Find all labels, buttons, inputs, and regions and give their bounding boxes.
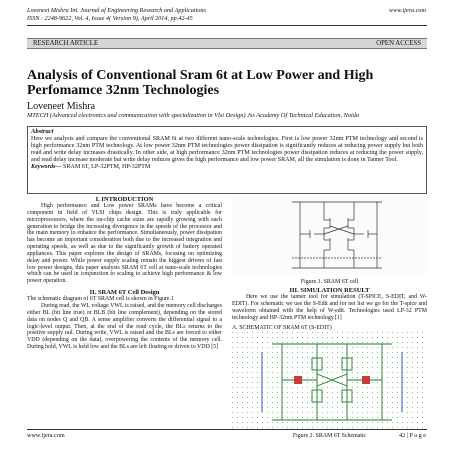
section-simulation-heading: III. SIMULATION RESULT <box>289 287 370 294</box>
footer-website[interactable]: www.ijera.com <box>27 432 65 439</box>
figure-sram-6t-cell <box>232 196 427 274</box>
author-name: Loveneet Mishra <box>27 101 96 112</box>
journal-line1: Loveneet Mishra Int. Journal of Engineering Research and Applications <box>27 7 206 14</box>
journal-line2: ISSN : 2248-9622, Vol. 4, Issue 4( Version 9), April 2014, pp.42-45 <box>27 14 193 22</box>
figure-sram-6t-schematic <box>232 332 427 432</box>
section-introduction-heading: I. INTRODUCTION <box>95 196 154 203</box>
introduction-text: High performance and Low power SRAMs have become a critical component in field of VLSI chips design. This is truly applicable for microprocessors, where the on-chip cache sizes are rapidly growing with each generation to bridge the increasing divergence in the speeds of the processor and the main memory to enhance the performance. Simultaneously, power dissipation has become an important consideration both due to the increased integration and operating speeds, as well as due to the significantly growth of battery operated appliances. This paper explores the design of SRAMs, focusing on optimizing delay and power. While power supply scaling remain the biggest drivers of fast low power designs, this paper analysis SRAM 6T cell at nano-scale technologies which can be used in conjunction to scaling to achieve high performance & low power operation. <box>27 203 222 285</box>
footer-page-number: 42 | P a g e <box>399 432 426 439</box>
banner-open-access: OPEN ACCESS <box>376 40 421 47</box>
simulation-text: Here we use the tanner tool for simulation (T-SPICE, S-EDIT, and W-EDIT). For schematic we use the S-Edit and for net list we go for the T-spice and waveform obtained with the help of W-edit. Technologies used LP-32 PTM technology and HP-32nm PTM technology.[1] <box>232 294 427 321</box>
cell-design-intro: The schematic diagram of 6T SRAM cell is shown in Figure.1 <box>27 296 174 303</box>
keywords-label: Keywords— <box>31 163 62 170</box>
paper-title: Analysis of Conventional Sram 6t at Low Power and High Perfomamce 32nm Technologies <box>27 68 374 98</box>
abstract-box <box>27 126 427 194</box>
section-cell-design-heading: II. SRAM 6T Cell Design <box>89 289 160 297</box>
abstract-text: Here we analysis and compare the conventional SRAM 6t at two different nano-scale technologies. First is low power 32nm PTM technology and second is high performance 32nm PTM technology. At low power 32nm PTM technologies power dissipation is significantly reduces at reducing power supply but both read and write delay increases drastically. In other side, at high performance 32nm PTM technologies power dissipation reduces at reducing the power supply, and read delay increase moderate but write delay reduces gives the high performance and low power SRAM, all the simulation is done in Tanner Tool. <box>31 136 423 163</box>
journal-header <box>27 7 357 22</box>
article-banner <box>27 38 427 49</box>
figure1-caption: Figure.1. SRAM 6T cell <box>300 279 359 285</box>
journal-website[interactable]: www.ijera.com <box>388 7 426 14</box>
keywords-line <box>31 164 423 171</box>
schematic-subheading: A. SCHEMATIC OF SRAM 6T (S-EDIT) <box>232 325 332 332</box>
author-affiliation: MTECH (Advanced electronics and communication with specialization in Vlsi Design) Jss Academy Of Technical Education, Noida <box>27 112 360 119</box>
banner-research-article: RESEARCH ARTICLE <box>33 40 99 47</box>
abstract-heading: Abstract <box>31 128 54 135</box>
cell-design-text: During read, the WL voltage VWL is raised, and the memory cell discharges either BL (bit line true) or BLB (bit line complement), depending on the stored data on nodes Q and QB. A sense amplifier converts the differential signal to a logic-level output. Then, at the end of the read cycle, the BLs returns to the positive supply rail. During write, VWL is raised and the BLs are forced to either VDD (depending on the data), overpowering the contents of the memory cell. During hold, VWL is held low and the BLs are left floating or driven to VDD [5] <box>27 302 222 351</box>
left-column <box>27 196 222 351</box>
keywords-values: SRAM 6T, LP-32PTM, HP-32PTM <box>61 163 151 170</box>
footer-rule <box>27 429 427 430</box>
figure2-caption: Figure 2. SRAM 6T Schematic <box>292 433 367 440</box>
header-rule <box>27 25 427 26</box>
right-column <box>232 196 427 439</box>
